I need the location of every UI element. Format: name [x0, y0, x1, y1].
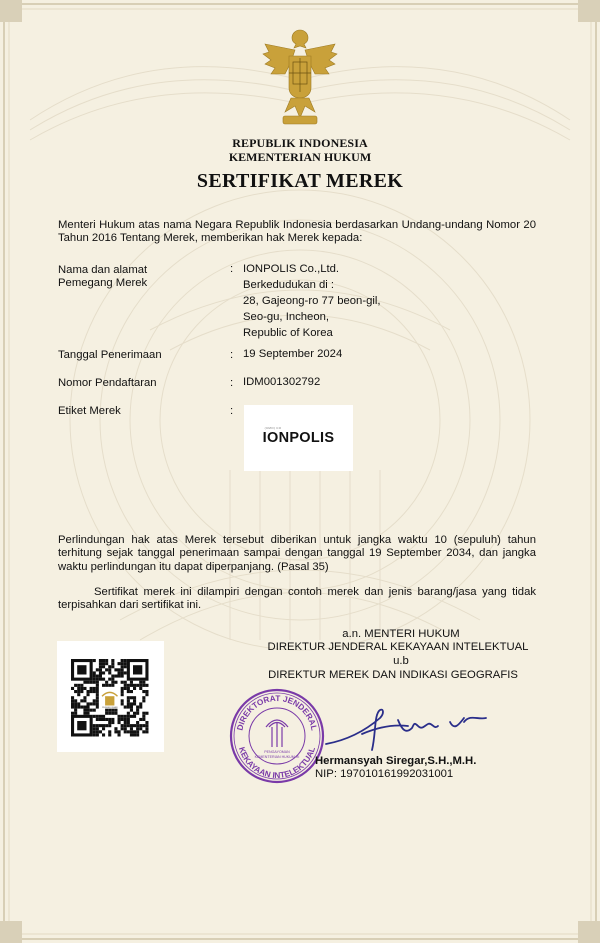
- stamp-small-text: PENGAYOMAN: [264, 750, 290, 754]
- republic-heading: REPUBLIK INDONESIA: [232, 136, 368, 150]
- holder-address-line-4: Republic of Korea: [243, 327, 333, 339]
- signature-line-4: DIREKTUR MEREK DAN INDIKASI GEOGRAFIS: [268, 669, 518, 681]
- stamp-bottom-text: KEKAYAAN INTELEKTUAL: [237, 745, 317, 781]
- holder-colon: :: [230, 263, 234, 275]
- holder-label-1: Nama dan alamat: [58, 264, 148, 276]
- registration-number-label: Nomor Pendaftaran: [58, 377, 157, 389]
- stamp-top-text: DIREKTORAT JENDERAL: [235, 693, 319, 732]
- holder-address-line-2: 28, Gajeong-ro 77 beon-gil,: [243, 295, 381, 307]
- signature-line-1: a.n. MENTERI HUKUM: [342, 628, 460, 640]
- signer-nip: NIP: 197010161992031001: [315, 768, 454, 780]
- handwritten-signature: [318, 700, 498, 760]
- signature-line-2: DIREKTUR JENDERAL KEKAYAAN INTELEKTUAL: [267, 641, 529, 653]
- stamp-middle-text: KEMENTERIAN HUKUM RI: [254, 755, 300, 759]
- mark-logo-tiny-text: (CMO) CO: [264, 426, 282, 430]
- holder-address-line-1: Berkedudukan di :: [243, 279, 335, 291]
- received-date-value: 19 September 2024: [243, 348, 343, 360]
- mark-colon: :: [230, 405, 234, 417]
- registration-number-value: IDM001302792: [243, 376, 321, 388]
- mark-logo-wordmark: IONPOLIS: [262, 430, 335, 446]
- protection-paragraph: Perlindungan hak atas Merek tersebut diberikan untuk jangka waktu 10 (sepuluh) tahun terhitung sejak tanggal penerimaan sampai dengan tanggal 19 September 2034, dan jangka waktu perlindungan itu dapat diperpanjang. (Pasal 35): [58, 534, 536, 573]
- qr-code: [57, 641, 164, 752]
- holder-name: IONPOLIS Co.,Ltd.: [243, 263, 340, 275]
- garuda-emblem-icon: [255, 22, 345, 127]
- holder-label-2: Pemegang Merek: [58, 277, 148, 289]
- certificate-title: SERTIFIKAT MEREK: [196, 170, 404, 192]
- received-date-colon: :: [230, 349, 234, 361]
- holder-address-line-3: Seo-gu, Incheon,: [243, 311, 330, 323]
- signer-name: Hermansyah Siregar,S.H.,M.H.: [315, 755, 477, 767]
- mark-label: Etiket Merek: [58, 405, 121, 417]
- ministry-heading: KEMENTERIAN HUKUM: [228, 150, 372, 164]
- mark-logo-image: [244, 405, 353, 471]
- mark-logo-text: [262, 426, 335, 446]
- qr-code-icon: [57, 641, 164, 752]
- official-stamp: [228, 687, 326, 785]
- signature-line-3: u.b: [393, 655, 409, 667]
- registration-number-colon: :: [230, 377, 234, 389]
- received-date-label: Tanggal Penerimaan: [58, 349, 162, 361]
- intro-paragraph: Menteri Hukum atas nama Negara Republik Indonesia berdasarkan Undang-undang Nomor 20 Tahun 2016 Tentang Merek, memberikan hak Merek kepada:: [58, 219, 536, 245]
- attachment-paragraph: Sertifikat merek ini dilampiri dengan contoh merek dan jenis barang/jasa yang tidak terpisahkan dari sertifikat ini.: [58, 586, 536, 612]
- qr-center-label: PENGAYOMAN: [101, 706, 118, 709]
